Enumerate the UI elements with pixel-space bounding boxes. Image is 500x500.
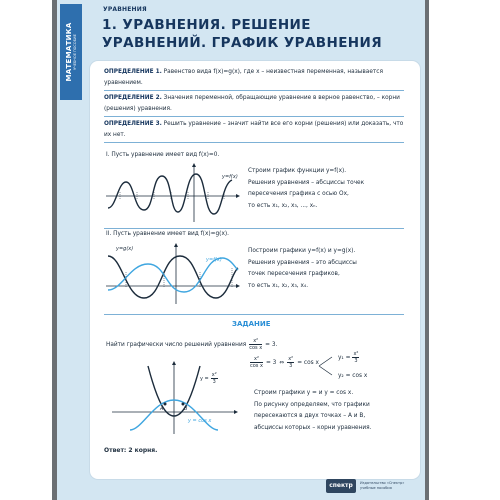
definition-head: ОПРЕДЕЛЕНИЕ 2.	[104, 95, 162, 101]
publisher-logo: спектр	[326, 479, 356, 493]
case1-graph	[104, 162, 242, 224]
poster-right-edge	[425, 0, 429, 500]
y1-label: y₁ =	[338, 354, 351, 361]
parabola-label-row	[200, 372, 218, 385]
step-lhs-fraction	[250, 356, 263, 369]
y1-fraction	[352, 351, 359, 364]
y2-label: y₂ = cos x	[338, 373, 368, 379]
point-a-label: A	[160, 406, 164, 412]
fraction-numerator: x²	[288, 356, 294, 362]
y-axis-arrow	[172, 361, 176, 365]
definition-head: ОПРЕДЕЛЕНИЕ 1.	[104, 69, 162, 75]
definition-text: Равенство вида f(x)=g(x), где x – неизвестная переменная, называется уравнением.	[104, 69, 383, 86]
step-arrow: ⇔	[279, 359, 285, 366]
fraction-numerator: x²	[249, 338, 262, 345]
x-axis-arrow	[236, 284, 240, 288]
parabola-fraction	[211, 372, 218, 385]
fraction-denominator: cos x	[250, 363, 263, 369]
case2-graph-label-g: y=g(x)	[116, 246, 134, 252]
definition-2	[104, 93, 404, 114]
case1-text	[248, 166, 364, 212]
case1-line: Решения уравнения – абсциссы точек	[248, 179, 365, 186]
task-plot-line: По рисунку определяем, что графики	[254, 401, 370, 408]
definition-text: Значения переменной, обращающие уравнение в верное равенство, – корни (решения) уравнения.	[104, 95, 400, 112]
cosine-label: y = cos x	[188, 418, 212, 424]
task-plot-line: абсциссы которых – корни уравнения.	[254, 424, 372, 431]
definition-1	[104, 67, 404, 88]
task-equation-fraction	[249, 338, 262, 351]
task-answer: Ответ: 2 корня.	[104, 447, 158, 454]
fraction-numerator: x²	[353, 351, 359, 357]
fraction-denominator: 3	[212, 379, 216, 385]
curve-g	[108, 258, 238, 292]
case2-line: то есть x₁, x₂, x₃, x₄.	[248, 282, 309, 289]
divider	[104, 116, 404, 117]
publisher-text: Издательство «Спектр» учебные пособия	[360, 481, 405, 490]
x-axis-arrow	[234, 410, 238, 414]
branch-brace	[318, 352, 336, 380]
case1-graph-label: y=f(x)	[222, 174, 238, 180]
page-title: 1. УРАВНЕНИЯ. РЕШЕНИЕ УРАВНЕНИЙ. ГРАФИК УРАВНЕНИЯ	[102, 17, 383, 51]
case2-text	[248, 246, 357, 292]
y-axis-arrow	[192, 163, 196, 167]
step-eq: = 3	[265, 359, 277, 366]
task-plot-text	[254, 388, 372, 434]
step-rhs: = cos x	[297, 359, 319, 366]
case1-heading: I. Пусть уравнение имеет вид f(x)=0.	[106, 152, 220, 158]
point-b-label: B	[184, 406, 188, 412]
side-tab-subtitle: УЧЕБНОЕ ПОСОБИЕ	[73, 34, 77, 70]
side-tab-text	[60, 4, 82, 100]
fraction-denominator: cos x	[249, 345, 263, 351]
case1-line: Строим график функции y=f(x).	[248, 168, 347, 174]
task-plot-line: Строим графики y = и y = cos x.	[254, 390, 354, 396]
task-step-row	[250, 356, 319, 369]
case2-line: Решения уравнения – это абсциссы	[248, 259, 357, 266]
task-heading: ЗАДАНИЕ	[232, 320, 271, 328]
brace-lines	[319, 357, 332, 375]
section-label: УРАВНЕНИЯ	[103, 6, 147, 13]
y1-row	[338, 351, 359, 364]
task-equation-rhs: = 3.	[265, 341, 278, 348]
case1-line: то есть x₁, x₂, x₃, ..., xₙ.	[248, 202, 318, 209]
function-curve	[108, 174, 232, 214]
definition-3	[104, 119, 404, 140]
divider	[104, 314, 404, 315]
divider	[104, 142, 404, 143]
task-prompt-row	[106, 338, 277, 351]
step-fraction	[287, 356, 294, 369]
task-plot-line: пересекаются в двух точках – A и B,	[254, 413, 366, 419]
fraction-denominator: 3	[354, 358, 358, 364]
case2-line: точек пересечения графиков,	[248, 271, 340, 277]
definitions	[104, 67, 404, 145]
parabola-label: y =	[200, 375, 209, 382]
fraction-numerator: x²	[250, 356, 263, 363]
divider	[104, 90, 404, 91]
intersection-point-a	[164, 403, 167, 406]
case1-line: пересечения графика с осью Ox,	[248, 191, 349, 197]
case2-line: Построим графики y=f(x) и y=g(x).	[248, 248, 356, 254]
x-axis-arrow	[236, 194, 240, 198]
divider	[104, 228, 404, 229]
case2-graph-label-f: y=f(x)	[206, 257, 222, 263]
definition-head: ОПРЕДЕЛЕНИЕ 3.	[104, 121, 162, 127]
y-axis-arrow	[174, 243, 178, 247]
fraction-numerator: x²	[211, 372, 217, 378]
definition-text: Решить уравнение – значит найти все его корни (решения) или доказать, что их нет.	[104, 121, 404, 138]
task-graph	[108, 360, 240, 436]
side-tab-title: МАТЕМАТИКА	[65, 22, 73, 82]
fraction-denominator: 3	[289, 363, 293, 369]
task-prompt: Найти графически число решений уравнения	[106, 341, 247, 348]
case2-heading: II. Пусть уравнение имеет вид f(x)=g(x).	[106, 231, 229, 237]
